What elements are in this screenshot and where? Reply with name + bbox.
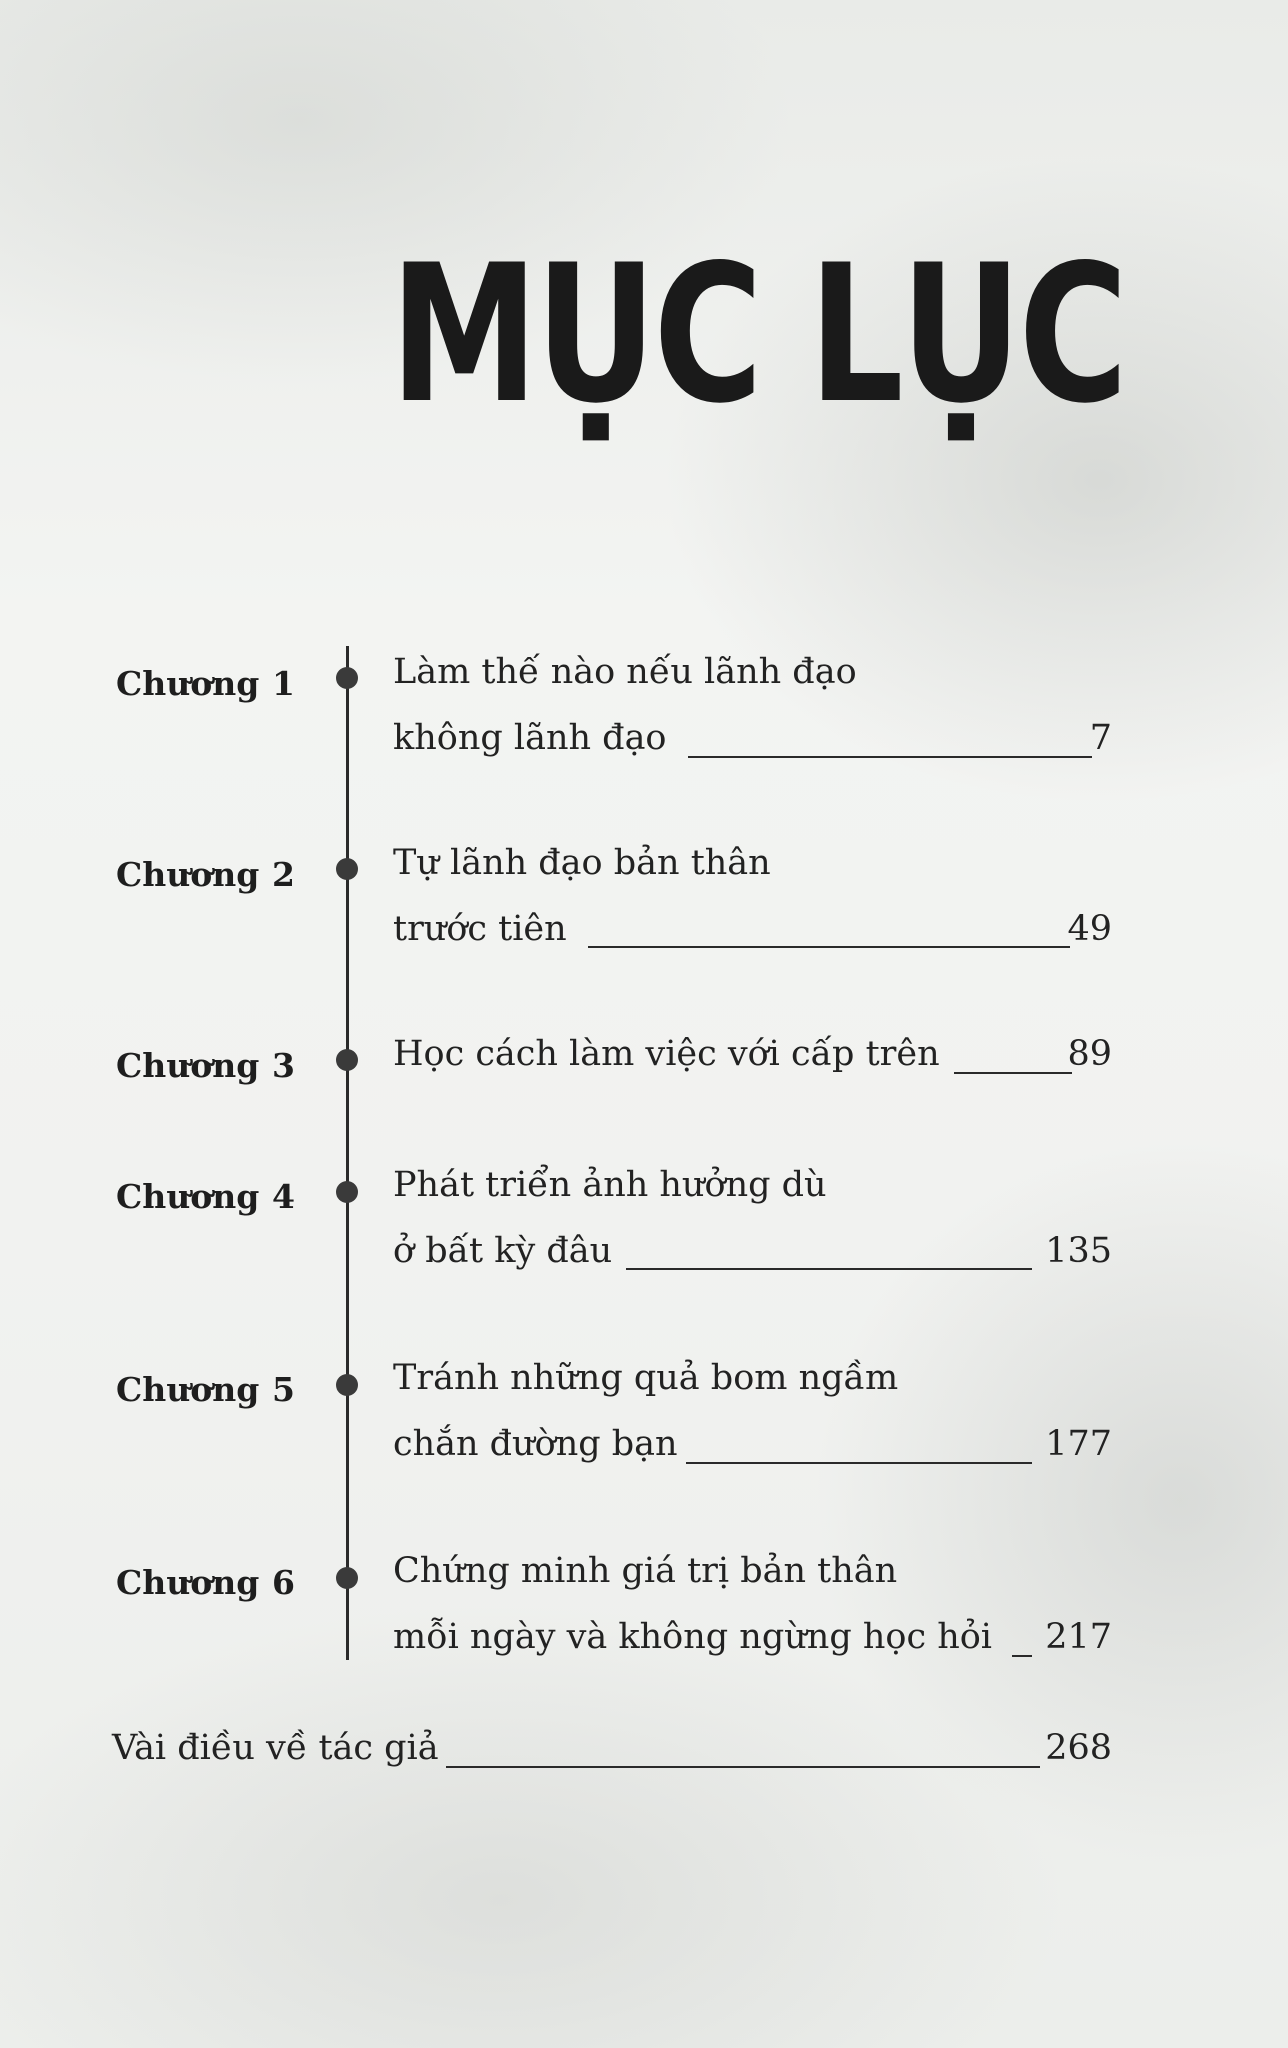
chapter-label: Chương xyxy=(116,855,260,894)
dot-leader xyxy=(446,1766,1040,1768)
timeline-dot xyxy=(336,1567,358,1589)
chapter-label: Chương xyxy=(116,1370,260,1409)
chapter-title-line-2: trước tiên xyxy=(393,909,567,949)
chapter-title-line-1: Phát triển ảnh hưởng dù xyxy=(393,1165,827,1205)
page-title xyxy=(390,224,1150,445)
chapter-title-line-2: không lãnh đạo xyxy=(393,718,667,758)
chapter-label: Chương xyxy=(116,664,260,703)
page-number: 268 xyxy=(1045,1728,1112,1768)
chapter-label: Chương xyxy=(116,1177,260,1216)
timeline-dot xyxy=(336,1374,358,1396)
page-number: 7 xyxy=(1089,718,1112,758)
chapter-title-line-1: Tự lãnh đạo bản thân xyxy=(393,843,771,883)
chapter-title-line-2: mỗi ngày và không ngừng học hỏi xyxy=(393,1617,992,1657)
timeline-dot xyxy=(336,858,358,880)
chapter-number: 6 xyxy=(272,1563,295,1602)
chapter-label: Chương xyxy=(116,1563,260,1602)
timeline-dot xyxy=(336,1049,358,1071)
page-number: 49 xyxy=(1067,909,1112,949)
chapter-title-line-2: ở bất kỳ đâu xyxy=(393,1231,613,1271)
chapter-title-line-1: Làm thế nào nếu lãnh đạo xyxy=(393,652,857,692)
timeline-line xyxy=(346,646,349,1660)
page-number: 135 xyxy=(1045,1231,1112,1271)
chapter-number: 4 xyxy=(272,1177,295,1216)
dot-leader xyxy=(588,946,1070,948)
chapter-label: Chương xyxy=(116,1046,260,1085)
dot-leader xyxy=(686,1462,1032,1464)
page-title-graphic xyxy=(390,224,1150,445)
chapter-number: 3 xyxy=(272,1046,295,1085)
page-number: 89 xyxy=(1067,1034,1112,1074)
chapter-title-line-1: Tránh những quả bom ngầm xyxy=(393,1358,899,1398)
timeline-dot xyxy=(336,667,358,689)
chapter-title-line-1: Chứng minh giá trị bản thân xyxy=(393,1551,898,1591)
chapter-title-line-1: Học cách làm việc với cấp trên xyxy=(393,1034,940,1074)
timeline-dot xyxy=(336,1181,358,1203)
chapter-number: 1 xyxy=(272,664,295,703)
chapter-number: 5 xyxy=(272,1370,295,1409)
chapter-number: 2 xyxy=(272,855,295,894)
page-title-text: MỤC LỤC xyxy=(390,224,1125,445)
dot-leader xyxy=(626,1268,1032,1270)
about-author-label: Vài điều về tác giả xyxy=(112,1728,439,1768)
chapter-title-line-2: chắn đường bạn xyxy=(393,1424,678,1464)
page-number: 177 xyxy=(1045,1424,1112,1464)
page-number: 217 xyxy=(1045,1617,1112,1657)
